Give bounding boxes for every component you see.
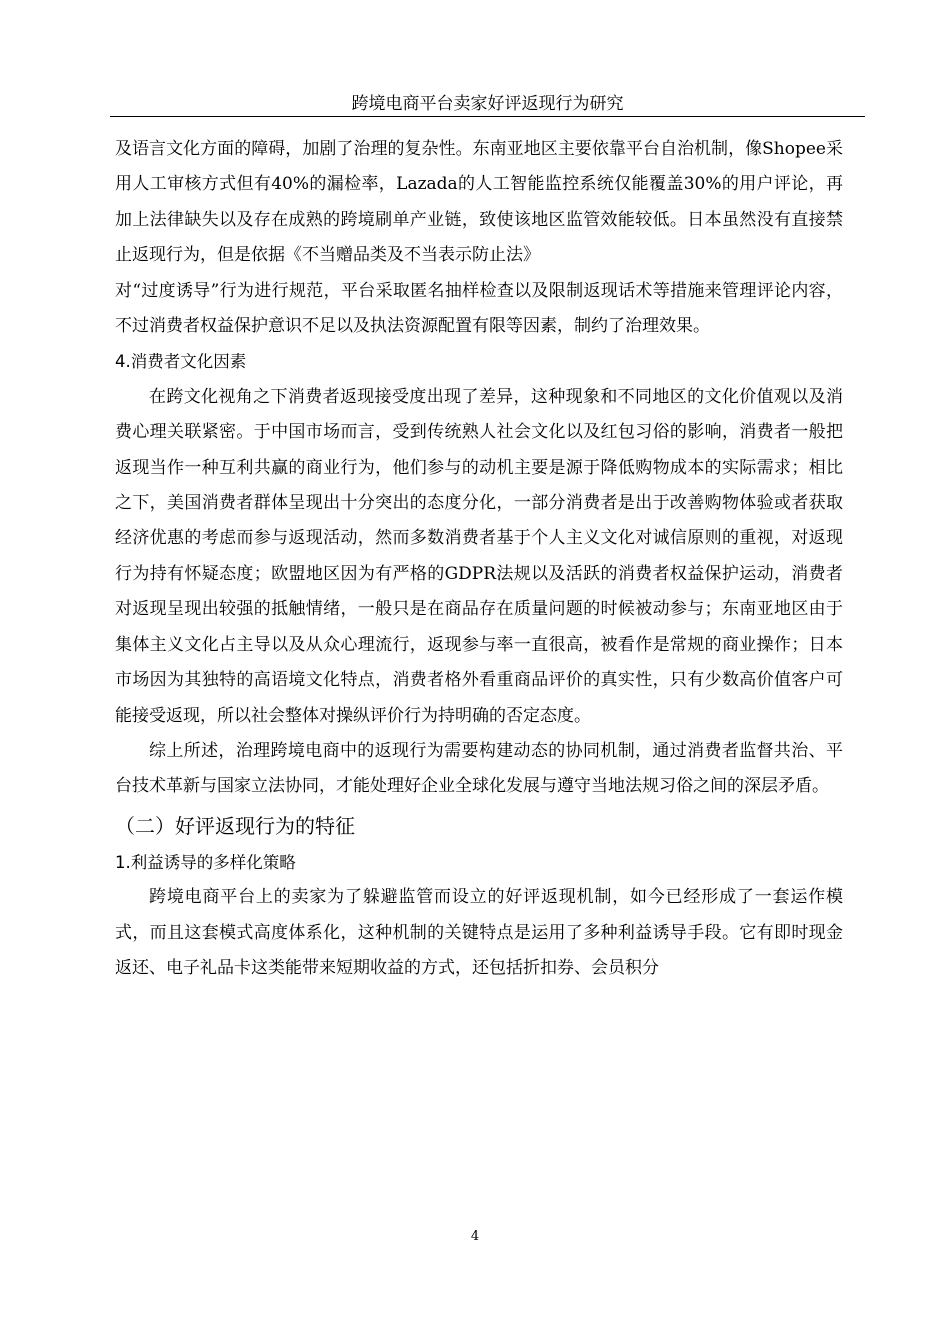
paragraph-consumer-culture: 在跨文化视角之下消费者返现接受度出现了差异，这种现象和不同地区的文化价值观以及消费心理关联紧密。于中国市场而言，受到传统熟人社会文化以及红包习俗的影响，消费者一般把返现当作一种互利共赢的商业行为，他们参与的动机主要是源于降低购物成本的实际需求；相比之下，美国消费者群体呈现出十分突出的态度分化，一部分消费者是出于改善购物体验或者获取经济优惠的考虑而参与返现活动，然而多数消费者基于个人主义文化对诚信原则的重视，对返现行为持有怀疑态度；欧盟地区因为有严格的GDPR法规以及活跃的消费者权益保护运动，消费者对返现呈现出较强的抵触情绪，一般只是在商品存在质量问题的时候被动参与；东南亚地区由于集体主义文化占主导以及从众心理流行，返现参与率一直很高，被看作是常规的商业操作；日本市场因为其独特的高语境文化特点，消费者格外看重商品评价的真实性，只有少数高价值客户可能接受返现，所以社会整体对操纵评价行为持明确的否定态度。: [115, 386, 843, 726]
running-header: 跨境电商平台卖家好评返现行为研究: [351, 94, 624, 114]
paragraph-summary: 综上所述，治理跨境电商中的返现行为需要构建动态的协同机制，通过消费者监督共治、平台技术革新与国家立法协同，才能处理好企业全球化发展与遵守当地法规习俗之间的深层矛盾。: [115, 740, 843, 797]
page-number: 4: [470, 1229, 480, 1244]
paragraph-japan-regulation: 对“过度诱导”行为进行规范，平台采取匿名抽样检查以及限制返现话术等措施来管理评论内容，不过消费者权益保护意识不足以及执法资源配置有限等因素，制约了治理效果。: [115, 280, 843, 337]
chapter-heading-characteristics: （二）好评返现行为的特征: [115, 813, 355, 838]
header-divider: [110, 116, 865, 117]
section-heading-incentive-strategies: 1.利益诱导的多样化策略: [115, 852, 296, 872]
paragraph-incentive-strategies: 跨境电商平台上的卖家为了躲避监管而设立的好评返现机制，如今已经形成了一套运作模式，而且这套模式高度体系化，这种机制的关键特点是运用了多种利益诱导手段。它有即时现金返还、电子礼品卡这类能带来短期收益的方式，还包括折扣券、会员积分: [115, 887, 843, 978]
section-heading-consumer-culture: 4.消费者文化因素: [115, 352, 247, 372]
paragraph-regulation-continued: 及语言文化方面的障碍，加剧了治理的复杂性。东南亚地区主要依靠平台自治机制，像Shopee采用人工审核方式但有40%的漏检率，Lazada的人工智能监控系统仅能覆盖30%的用户评论，再加上法律缺失以及存在成熟的跨境刷单产业链，致使该地区监管效能较低。日本虽然没有直接禁止返现行为，但是依据《不当赠品类及不当表示防止法》: [115, 139, 843, 266]
page-body: [115, 132, 843, 986]
